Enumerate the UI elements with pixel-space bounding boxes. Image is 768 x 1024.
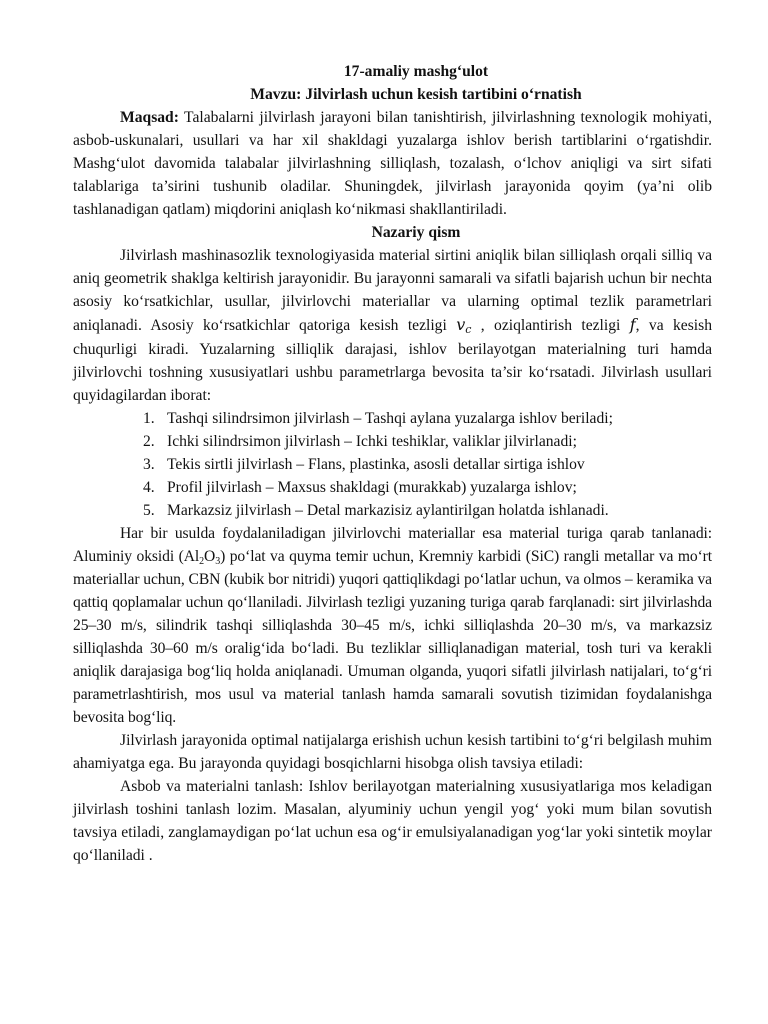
order-paragraph: Jilvirlash jarayonida optimal natijalarga erishish uchun kesish tartibini to‘g‘ri belgilash muhim ahamiyatga ega. Bu jarayonda quyidagi bosqichlarni hisobga olish tavsiya etiladi: — [73, 732, 712, 772]
cutting-speed-symbol — [456, 315, 471, 334]
list-item-text: Profil jilvirlash – Maxsus shakldagi (murakkab) yuzalarga ishlov; — [167, 479, 577, 496]
list-item-text: Tashqi silindrsimon jilvirlash – Tashqi aylana yuzalarga ishlov beriladi; — [167, 410, 613, 427]
cutting-speed-letter: v — [456, 315, 466, 334]
formula-al-subscript: 2 — [199, 556, 205, 567]
list-item-number: 3. — [143, 456, 155, 473]
selection-paragraph: Asbob va materialni tanlash: Ishlov berilayotgan materialning xususiyatlariga mos keladigan jilvirlash toshini tanlash lozim. Masalan, alyuminiy uchun yengil yog‘ yoki mum bilan sovutish tavsiya etiladi, zanglamaydigan po‘lat uchun esa og‘ir emulsiyalanadigan yog‘lar yoki sintetik moylar qo‘llaniladi . — [73, 778, 712, 864]
list-item-number: 4. — [143, 479, 155, 496]
lesson-topic: Mavzu: Jilvirlash uchun kesish tartibini o‘rnatish — [250, 86, 582, 103]
alumina-formula — [184, 548, 220, 565]
list-item — [73, 407, 712, 430]
goal-text: Talabalarni jilvirlash jarayoni bilan tanishtirish, jilvirlashning texnologik mohiyati, asbob-uskunalari, usullari va har xil shakldagi yuzalarga ishlov berish tartiblarini o‘rgatishdir. Mashg‘ulot davomida talabalar jilvirlashning silliqlash, tozalash, o‘lchov aniqligi va sirt sifati talablariga ta’sirini tushunib oladilar. Shuningdek, jilvirlash jarayonida qoyim (ya’ni olib tashlanadigan qatlam) miqdorini aniqlash ko‘nikmasi shakllantiriladi. — [73, 109, 712, 218]
goal-label: Maqsad: — [120, 109, 179, 126]
formula-al: Al — [183, 548, 200, 565]
lesson-number: 17-amaliy mashg‘ulot — [343, 63, 489, 80]
list-item-text: Tekis sirtli jilvirlash – Flans, plastinka, asosli detallar sirtiga ishlov — [167, 456, 585, 473]
list-item — [73, 499, 712, 522]
cutting-speed-subscript: c — [465, 323, 472, 336]
formula-o-subscript: 3 — [215, 556, 221, 567]
formula-o: O — [204, 548, 216, 565]
list-item-number: 5. — [143, 502, 155, 519]
theory-text-end: , va kesish chuqurligi kiradi. Yuzalarning silliqlik darajasi, ishlov berilayotgan materialning turi hamda jilvirlovchi toshning xususiyatlari ushbu parametrlarga bevosita ta’sir ko‘rsatadi. Jilvirlash usullari quyidagilardan iborat: — [73, 317, 712, 404]
list-item-number: 1. — [143, 410, 155, 427]
list-item-text: Ichki silindrsimon jilvirlash – Ichki teshiklar, valiklar jilvirlanadi; — [167, 433, 577, 450]
list-item — [73, 453, 712, 476]
list-item — [73, 476, 712, 499]
list-item — [73, 430, 712, 453]
goal-paragraph — [73, 106, 712, 221]
section-title: Nazariy qism — [371, 224, 461, 241]
list-item-number: 2. — [143, 433, 155, 450]
materials-text-start: Har bir usulda foydalaniladigan jilvirlovchi materiallar esa material turiga qarab tanlanadi: Aluminiy oksidi ( — [73, 525, 712, 565]
theory-text-start: Jilvirlash mashinasozlik texnologiyasida material sirtini aniqlik bilan silliqlash orqali silliq va aniq geometrik shaklga keltirish jarayonidir. Bu jarayonni samarali va sifatli bajarish uchun bir nechta asosiy ko‘rsatkichlar, usullar, jilvirlovchi materiallar va ularning optimal tezlik parametrlari aniqlanadi. Asosiy ko‘rsatkichlar qatoriga kesish tezligi — [73, 247, 712, 334]
materials-paragraph — [73, 522, 712, 729]
theory-paragraph — [73, 244, 712, 407]
theory-text-mid: , oziqlantirish tezligi — [471, 317, 630, 334]
methods-list — [73, 407, 712, 522]
feed-rate-symbol: f — [629, 315, 636, 334]
materials-text-end: ) po‘lat va quyma temir uchun, Kremniy karbidi (SiC) rangli metallar va mo‘rt materiallar uchun, CBN (kubik bor nitridi) yuqori qattiqlikdagi po‘latlar uchun, va olmos – keramika va qattiq qoplamalar uchun qo‘llaniladi. Jilvirlash tezligi yuzaning turiga qarab farqlanadi: sirt jilvirlashda 25–30 m/s, silindrik tashqi silliqlashda 30–45 m/s, ichki silliqlashda 20–30 m/s, va markazsiz silliqlashda 30–60 m/s oralig‘ida bo‘ladi. Bu tezliklar silliqlanadigan material, tosh turi va kerakli aniqlik darajasiga bog‘liq holda aniqlanadi. Umuman olganda, yuqori sifatli jilvirlash natijalari, to‘g‘ri parametrlashtirish, mos usul va material tanlash hamda samarali sovutish tizimidan foydalanishga bevosita bog‘liq. — [73, 548, 712, 726]
list-item-text: Markazsiz jilvirlash – Detal markazisiz aylantirilgan holatda ishlanadi. — [167, 502, 609, 519]
